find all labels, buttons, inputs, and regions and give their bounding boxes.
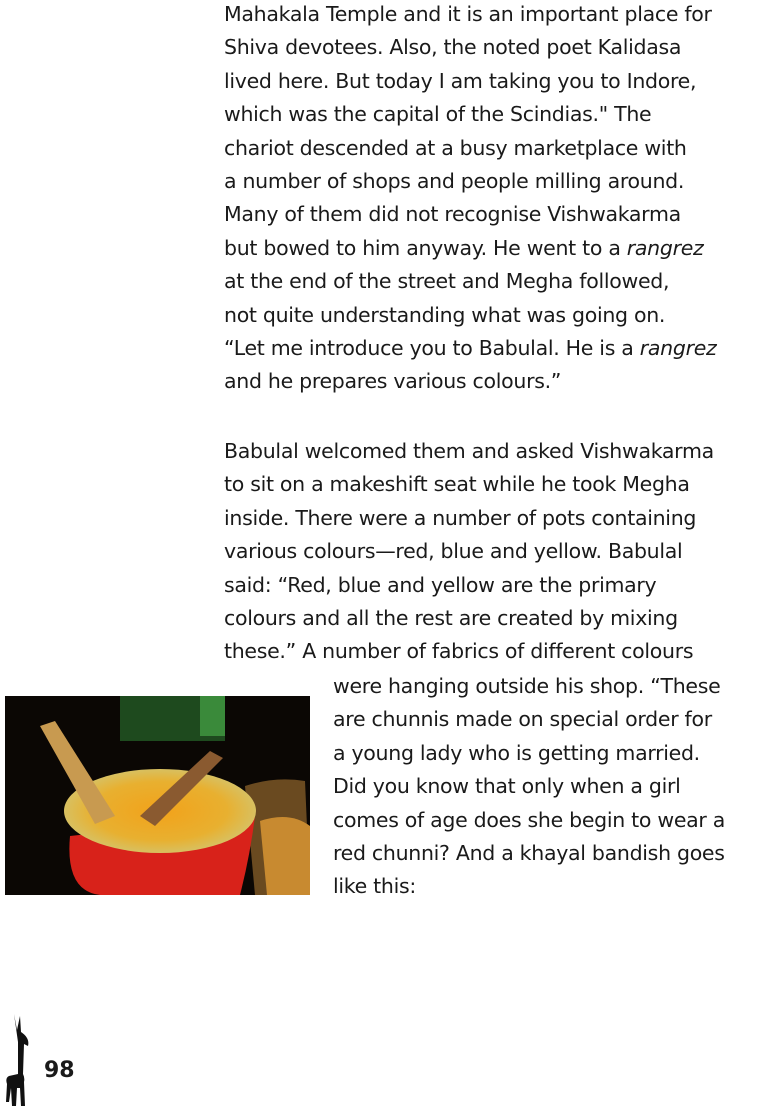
text-line bbox=[333, 804, 725, 837]
photo-dye-mixing bbox=[5, 696, 310, 895]
text-line bbox=[224, 502, 714, 535]
text-segment: Mahakala Temple and it is an important place for bbox=[224, 2, 712, 26]
text-segment: comes of age does she begin to wear a bbox=[333, 807, 726, 832]
text-segment: Shiva devotees. Also, the noted poet Kalidasa bbox=[224, 35, 682, 60]
text-segment: were hanging outside his shop. “These bbox=[333, 674, 721, 698]
text-line bbox=[224, 635, 714, 668]
text-segment: “Let me introduce you to Babulal. He is a bbox=[224, 335, 640, 360]
text-line bbox=[224, 468, 714, 501]
text-line bbox=[224, 31, 716, 64]
text-segment: Many of them did not recognise Vishwakarma bbox=[224, 202, 681, 227]
text-segment: colours and all the rest are created by mixing bbox=[224, 605, 678, 630]
italic-term: rangrez bbox=[626, 235, 704, 260]
text-segment: various colours—red, blue and yellow. Babulal bbox=[224, 539, 683, 564]
text-line bbox=[224, 435, 714, 468]
text-segment: said: “Red, blue and yellow are the primary bbox=[224, 572, 657, 597]
text-line bbox=[333, 837, 725, 870]
paragraph-2 bbox=[224, 435, 714, 669]
text-line bbox=[224, 65, 716, 98]
text-line bbox=[224, 569, 714, 602]
text-line bbox=[224, 265, 716, 298]
text-line bbox=[333, 670, 725, 703]
text-segment: chariot descended at a busy marketplace with bbox=[224, 135, 687, 160]
text-segment: these.” A number of fabrics of different colours bbox=[224, 639, 694, 664]
text-line bbox=[224, 132, 716, 165]
paragraph-1 bbox=[224, 0, 716, 399]
text-segment: at the end of the street and Megha followed, bbox=[224, 269, 670, 294]
text-line bbox=[224, 165, 716, 198]
text-line bbox=[224, 0, 716, 31]
text-segment: Did you know that only when a girl bbox=[333, 774, 681, 799]
text-segment: but bowed to him anyway. He went to a bbox=[224, 235, 627, 260]
text-segment: not quite understanding what was going on. bbox=[224, 302, 666, 327]
text-segment: and he prepares various colours.” bbox=[224, 369, 562, 394]
text-line bbox=[224, 98, 716, 131]
text-line bbox=[333, 737, 725, 770]
text-line bbox=[224, 602, 714, 635]
text-segment: to sit on a makeshift seat while he took Megha bbox=[224, 472, 690, 497]
page-number: 98 bbox=[44, 1058, 75, 1083]
text-segment: a number of shops and people milling around. bbox=[224, 168, 685, 193]
text-segment: Babulal welcomed them and asked Vishwakarma bbox=[224, 439, 714, 463]
text-segment: like this: bbox=[333, 874, 416, 899]
text-line bbox=[333, 703, 725, 736]
italic-term: rangrez bbox=[639, 335, 717, 360]
text-line bbox=[224, 365, 716, 398]
llama-icon bbox=[4, 1012, 34, 1112]
text-line bbox=[224, 299, 716, 332]
text-line bbox=[224, 232, 716, 265]
text-segment: lived here. But today I am taking you to Indore, bbox=[224, 68, 697, 93]
text-line bbox=[224, 198, 716, 231]
text-segment: inside. There were a number of pots containing bbox=[224, 505, 697, 530]
text-segment: which was the capital of the Scindias." The bbox=[224, 102, 652, 127]
text-segment: a young lady who is getting married. bbox=[333, 740, 700, 765]
text-segment: red chunni? And a khayal bandish goes bbox=[333, 840, 725, 865]
text-line bbox=[333, 870, 725, 903]
text-line bbox=[224, 332, 716, 365]
paragraph-2-continued bbox=[333, 670, 725, 904]
text-line bbox=[333, 770, 725, 803]
text-segment: are chunnis made on special order for bbox=[333, 707, 712, 732]
text-line bbox=[224, 535, 714, 568]
